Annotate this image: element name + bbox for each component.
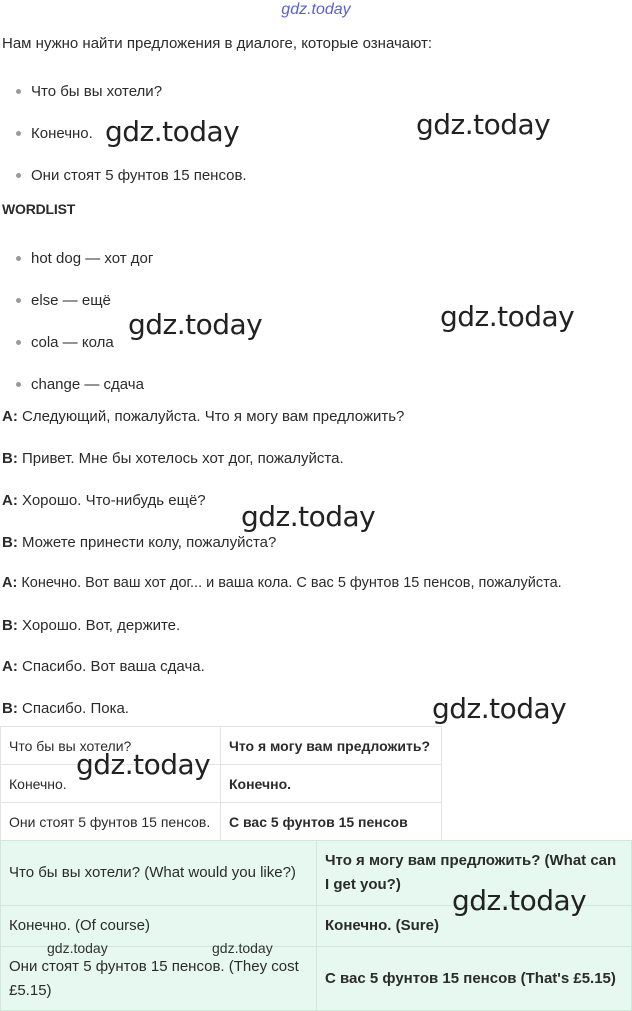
watermark-top: gdz.today [281, 1, 351, 18]
watermark: gdz.today [452, 884, 587, 917]
bullet-dot-icon [16, 340, 21, 345]
wordlist-item: change — сдача [16, 376, 144, 393]
table-row [1, 803, 442, 841]
dialogue-line: A: Спасибо. Вот ваша сдача. [2, 658, 205, 675]
watermark: gdz.today [212, 940, 273, 956]
watermark: gdz.today [416, 108, 551, 141]
table-row [1, 765, 442, 803]
dialogue-line: B: Привет. Мне бы хотелось хот дог, пожалуйста. [2, 450, 344, 467]
wordlist-item: else — ещё [16, 292, 111, 309]
dialogue-line: B: Можете принести колу, пожалуйста? [2, 534, 277, 551]
meaning-item: Они стоят 5 фунтов 15 пенсов. [16, 167, 247, 184]
table-cell: Они стоят 5 фунтов 15 пенсов. [1, 803, 221, 841]
intro-text: Нам нужно найти предложения в диалоге, которые означают: [2, 35, 433, 52]
table-cell: Что я могу вам предложить? [221, 727, 442, 765]
watermark: gdz.today [241, 500, 376, 533]
watermark: gdz.today [105, 115, 240, 148]
table-cell: С вас 5 фунтов 15 пенсов [221, 803, 442, 841]
dialogue-line: A: Хорошо. Что-нибудь ещё? [2, 492, 206, 509]
table-cell: Конечно. (Sure) [317, 906, 632, 947]
bullet-dot-icon [16, 131, 21, 136]
watermark: gdz.today [440, 300, 575, 333]
bullet-dot-icon [16, 89, 21, 94]
bullet-dot-icon [16, 173, 21, 178]
answer-table [0, 840, 632, 1011]
table-cell: Конечно. [1, 765, 221, 803]
dialogue-line: A: Следующий, пожалуйста. Что я могу вам предложить? [2, 408, 405, 425]
wordlist-item: hot dog — хот дог [16, 250, 153, 267]
table-cell: Что бы вы хотели? (What would you like?) [1, 841, 317, 906]
bullet-dot-icon [16, 298, 21, 303]
table-cell: Конечно. (Of course) [1, 906, 317, 947]
table-cell: Конечно. [221, 765, 442, 803]
watermark: gdz.today [76, 748, 211, 781]
dialogue-line: B: Спасибо. Пока. [2, 700, 129, 717]
meanings-table [0, 726, 442, 841]
table-cell: С вас 5 фунтов 15 пенсов (That's £5.15) [317, 947, 632, 1011]
wordlist-item: cola — кола [16, 334, 114, 351]
bullet-dot-icon [16, 256, 21, 261]
watermark: gdz.today [432, 692, 567, 725]
watermark: gdz.today [47, 940, 108, 956]
table-cell: Что я могу вам предложить? (What can I get you?) [317, 841, 632, 906]
watermark: gdz.today [128, 308, 263, 341]
table-row [1, 947, 632, 1011]
table-cell: Что бы вы хотели? [1, 727, 221, 765]
wordlist-heading: WORDLIST [2, 201, 76, 217]
bullet-dot-icon [16, 382, 21, 387]
dialogue-line: A: Конечно. Вот ваш хот дог... и ваша кола. С вас 5 фунтов 15 пенсов, пожалуйста. [2, 575, 562, 591]
table-cell: Они стоят 5 фунтов 15 пенсов. (They cost £5.15) [1, 947, 317, 1011]
table-row [1, 727, 442, 765]
dialogue-line: B: Хорошо. Вот, держите. [2, 617, 181, 634]
meaning-item: Что бы вы хотели? [16, 83, 162, 100]
meaning-item: Конечно. [16, 125, 93, 142]
